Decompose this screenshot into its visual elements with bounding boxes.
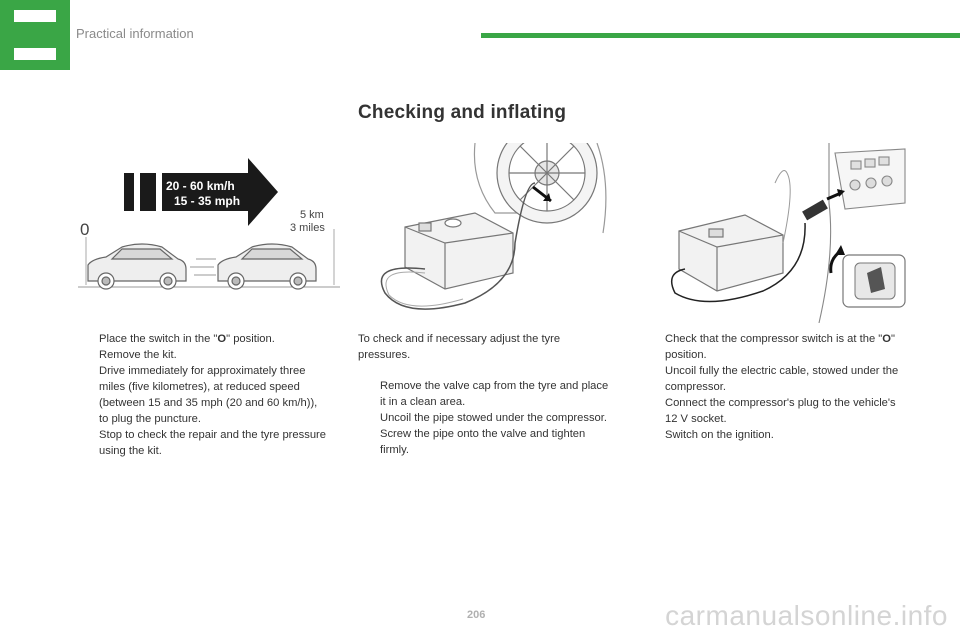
list-item: Connect the compressor's plug to the vehicle's 12 V socket. [665, 397, 896, 425]
list-item: Screw the pipe onto the valve and tighten firmly. [380, 428, 586, 456]
car-start-icon [88, 244, 186, 289]
plug-icon [802, 189, 845, 220]
distance-miles-label: 3 miles [290, 222, 325, 234]
compressor-icon [405, 213, 513, 289]
section-logo-icon [0, 0, 70, 70]
speed-kmh-label: 20 - 60 km/h [166, 179, 235, 193]
tyre-valve-illustration [365, 143, 621, 319]
page-heading: Checking and inflating [358, 102, 567, 123]
instructions-column-2 [358, 331, 613, 458]
list-item: Stop to check the repair and the tyre pressure using the kit. [99, 429, 326, 457]
page-number: 206 [467, 609, 486, 621]
start-label: 0 [80, 220, 90, 239]
compressor-icon-2 [679, 215, 783, 291]
motion-lines-icon [190, 259, 216, 275]
instructions-column-1 [77, 331, 327, 459]
instructions-column-3 [643, 331, 908, 443]
drive-speed-illustration [78, 155, 340, 295]
intro-text: To check and if necessary adjust the tyre pressures. [358, 333, 561, 361]
list-item: Remove the valve cap from the tyre and place it in a clean area. [380, 380, 609, 408]
speed-mph-label: 15 - 35 mph [174, 194, 241, 208]
list-item: Switch on the ignition. [665, 429, 774, 441]
list-item: Remove the kit. [99, 349, 177, 361]
ignition-panel-icon [843, 255, 905, 307]
header-rule [481, 33, 960, 38]
list-item: Place the switch in the "O" position. [99, 333, 275, 345]
watermark: carmanualsonline.info [665, 600, 948, 631]
distance-km-label: 5 km [300, 209, 324, 221]
car-moving-icon [218, 244, 316, 289]
socket-connection-illustration [645, 143, 907, 323]
list-item: Uncoil the pipe stowed under the compressor. [380, 412, 607, 424]
section-title: Practical information [76, 26, 194, 41]
list-item: Check that the compressor switch is at the "O" position. [665, 333, 895, 361]
list-item: Uncoil fully the electric cable, stowed under the compressor. [665, 365, 899, 393]
list-item: Drive immediately for approximately three miles (five kilometres), at reduced speed (between 15 and 35 mph (20 and 60 km/h)), to plug the puncture. [99, 365, 318, 425]
